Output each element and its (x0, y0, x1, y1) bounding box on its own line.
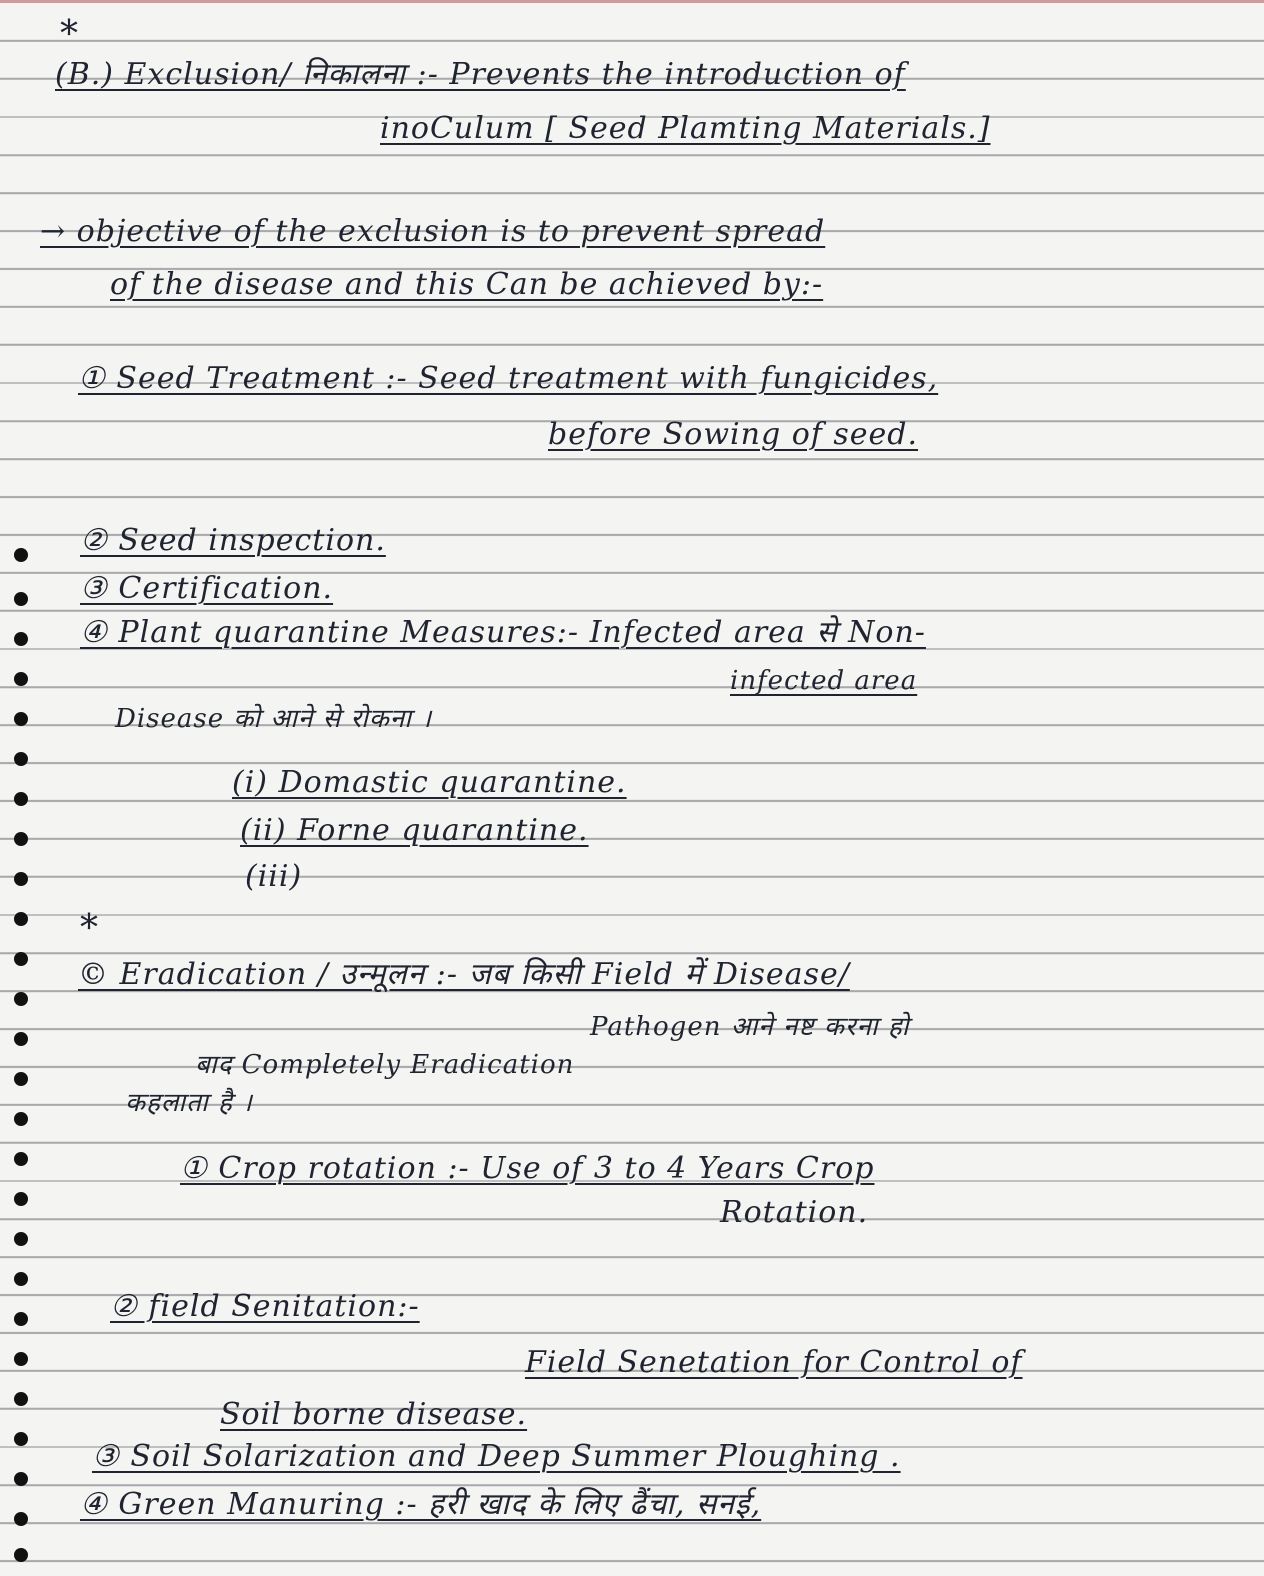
punch-hole (14, 1472, 28, 1486)
punch-hole (14, 1272, 28, 1286)
punch-hole (14, 1232, 28, 1246)
punch-hole (14, 1032, 28, 1046)
foreign-quarantine: (ii) Forne quarantine. (240, 813, 589, 848)
quarantine-item-iii: (iii) (245, 859, 303, 894)
punch-hole (14, 712, 28, 726)
punch-hole (14, 752, 28, 766)
domestic-quarantine: (i) Domastic quarantine. (232, 765, 627, 800)
exclusion-definition: inoCulum [ Seed Plamting Materials.] (380, 111, 991, 146)
punch-hole (14, 1312, 28, 1326)
punch-hole (14, 632, 28, 646)
exclusion-heading: (B.) Exclusion/ निकालना :- Prevents the introduction of (55, 57, 906, 92)
punch-hole (14, 592, 28, 606)
eradication-line-4: कहलाता है । (125, 1088, 253, 1118)
punch-hole (14, 872, 28, 886)
field-sanitation-item: ② field Senitation:- (110, 1289, 420, 1324)
green-manuring-item: ④ Green Manuring :- हरी खाद के लिए ढैंचा, सनई, (80, 1487, 762, 1522)
punch-hole (14, 1152, 28, 1166)
punch-hole (14, 1112, 28, 1126)
punch-hole (14, 1072, 28, 1086)
punch-hole (14, 952, 28, 966)
punch-hole (14, 1352, 28, 1366)
punch-hole (14, 992, 28, 1006)
seed-inspection-item: ② Seed inspection. (80, 523, 386, 558)
eradication-line-3: बाद Completely Eradication (195, 1050, 575, 1080)
crop-rotation-detail: Rotation. (720, 1195, 869, 1230)
quarantine-hindi: Disease को आने से रोकना । (115, 704, 433, 734)
field-sanitation-detail-2: Soil borne disease. (220, 1397, 528, 1432)
objective-line-2: of the disease and this Can be achieved by:- (110, 267, 824, 302)
certification-item: ③ Certification. (80, 571, 334, 606)
star-mark: * (60, 14, 79, 55)
punch-hole (14, 912, 28, 926)
objective-line-1: → objective of the exclusion is to prevent spread (40, 214, 826, 249)
punch-hole (14, 792, 28, 806)
punch-hole (14, 1192, 28, 1206)
margin-line (0, 0, 1264, 3)
punch-hole (14, 1432, 28, 1446)
eradication-heading: © Eradication / उन्मूलन :- जब किसी Field में Disease/ (78, 957, 850, 992)
punch-hole (14, 1512, 28, 1526)
quarantine-item: ④ Plant quarantine Measures:- Infected area से Non- (80, 615, 926, 650)
punch-hole (14, 672, 28, 686)
seed-treatment-detail: before Sowing of seed. (548, 417, 919, 452)
eradication-line-2: Pathogen आने नष्ट करना हो (590, 1012, 910, 1042)
field-sanitation-detail: Field Senetation for Control of (525, 1345, 1023, 1380)
quarantine-detail: infected area (730, 666, 918, 696)
seed-treatment-item: ① Seed Treatment :- Seed treatment with fungicides, (78, 361, 939, 396)
punch-hole (14, 548, 28, 562)
punch-hole (14, 832, 28, 846)
star-mark: * (80, 908, 99, 949)
punch-hole (14, 1392, 28, 1406)
crop-rotation-item: ① Crop rotation :- Use of 3 to 4 Years Crop (180, 1151, 875, 1186)
soil-solarization-item: ③ Soil Solarization and Deep Summer Ploughing . (92, 1439, 901, 1474)
punch-hole (14, 1548, 28, 1562)
